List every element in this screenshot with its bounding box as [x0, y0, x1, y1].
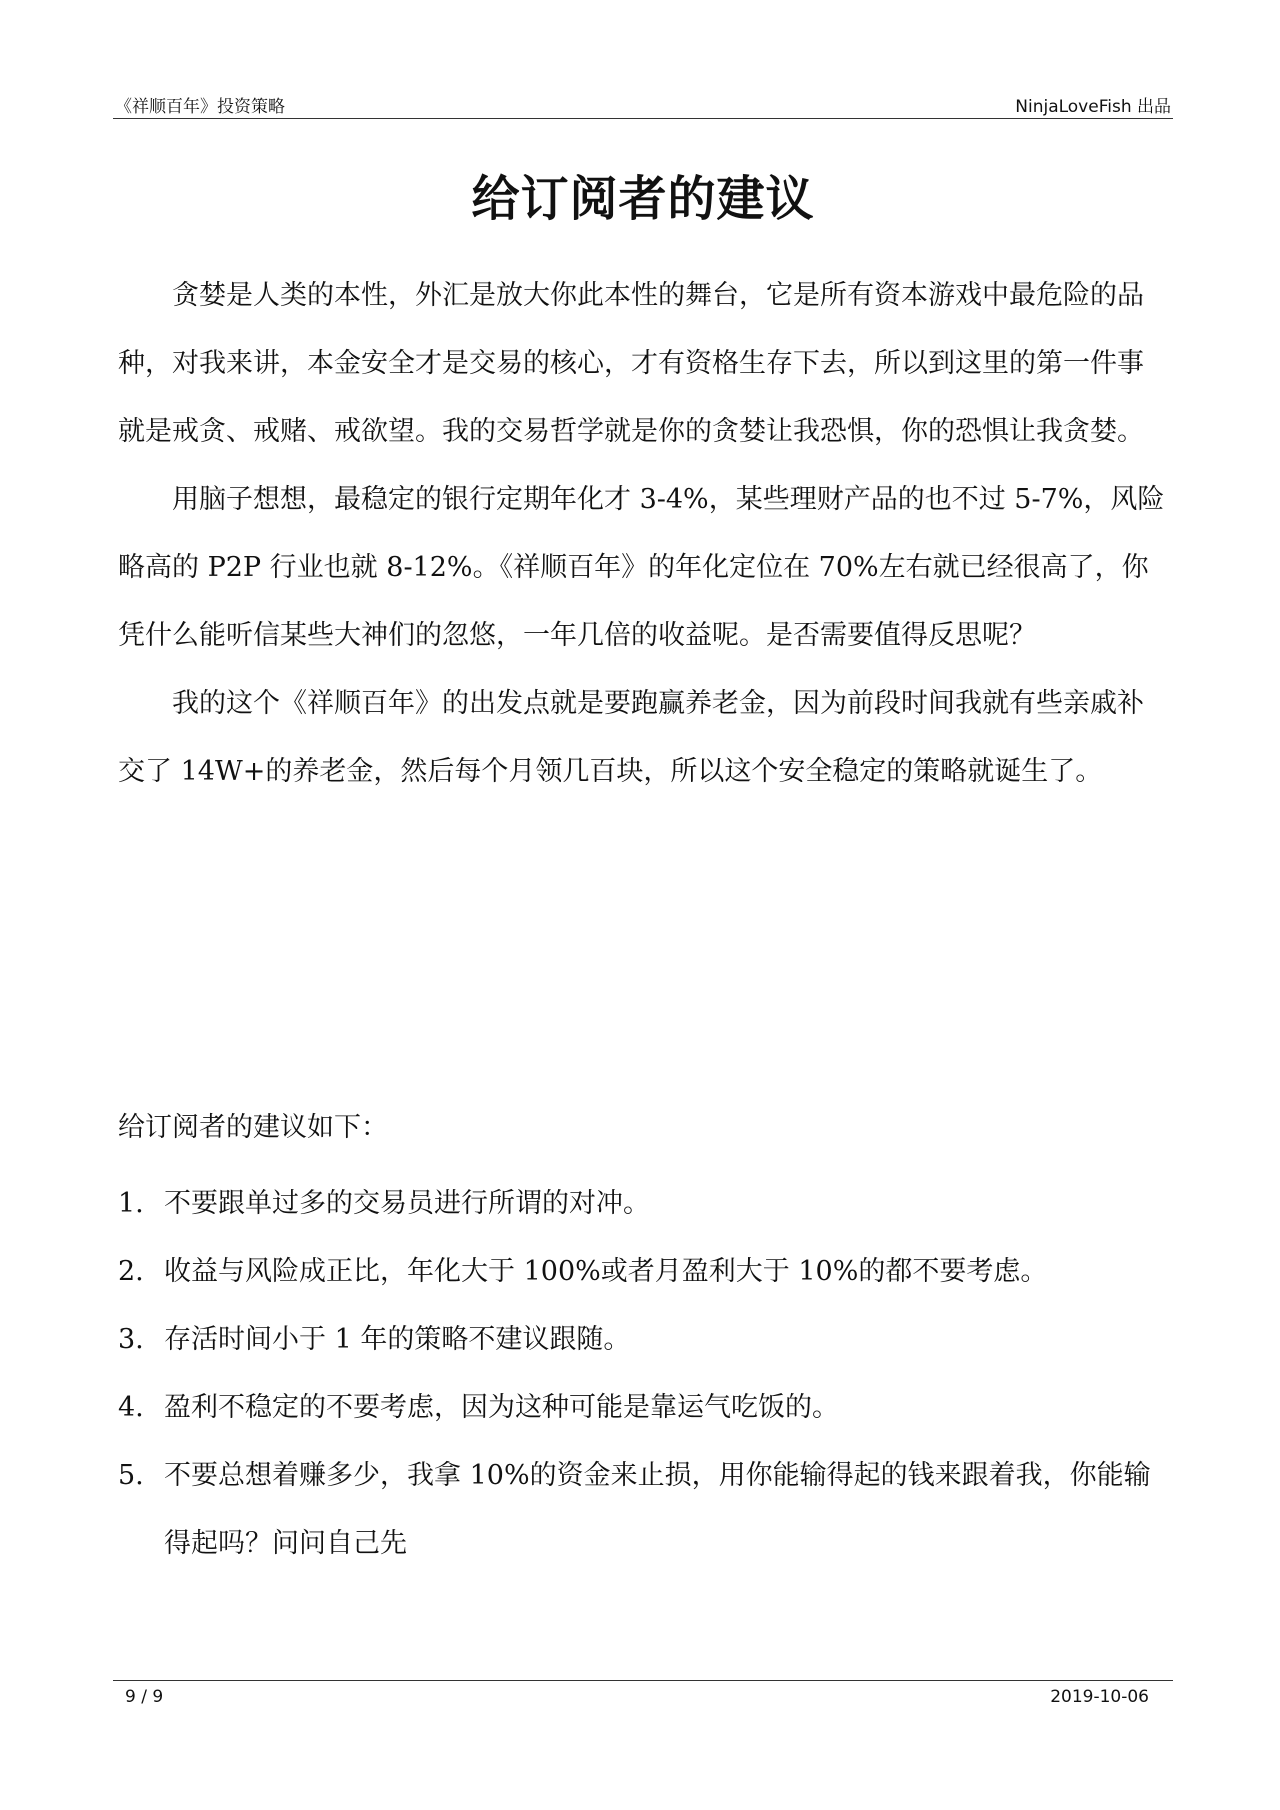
- list-item-number: 3.: [118, 1324, 144, 1355]
- list-item: [118, 1170, 1170, 1238]
- page-title: 给订阅者的建议: [471, 171, 815, 227]
- advice-lead: 给订阅者的建议如下：: [118, 1112, 388, 1143]
- list-item: [118, 1238, 1170, 1306]
- header-doc-name: 《祥顺百年》投资策略: [115, 97, 285, 117]
- list-item-text: 不要跟单过多的交易员进行所谓的对冲。: [164, 1188, 650, 1219]
- advice-list: [118, 1170, 1170, 1578]
- header-publisher: NinjaLoveFish 出品: [1015, 97, 1171, 117]
- footer-date: 2019-10-06: [1050, 1687, 1149, 1707]
- list-item-text: 存活时间小于 1 年的策略不建议跟随。: [164, 1324, 631, 1355]
- paragraph-3: 我的这个《祥顺百年》的出发点就是要跑赢养老金，因为前段时间我就有些亲戚补交了 14W+的养老金，然后每个月领几百块，所以这个安全稳定的策略就诞生了。: [118, 688, 1144, 787]
- list-item: [118, 1374, 1170, 1442]
- list-item-text: 不要总想着赚多少，我拿 10%的资金来止损，用你能输得起的钱来跟着我，你能输得起吗？问问自己先: [164, 1460, 1151, 1559]
- paragraph-1: 贪婪是人类的本性，外汇是放大你此本性的舞台，它是所有资本游戏中最危险的品种，对我来讲，本金安全才是交易的核心，才有资格生存下去，所以到这里的第一件事就是戒贪、戒赌、戒欲望。我的交易哲学就是你的贪婪让我恐惧，你的恐惧让我贪婪。: [118, 280, 1144, 447]
- list-item: [118, 1306, 1170, 1374]
- page-header: [113, 88, 1173, 119]
- body-text: [118, 262, 1170, 806]
- page-footer: [113, 1680, 1173, 1711]
- page-number: 9 / 9: [125, 1687, 164, 1707]
- paragraph-2: 用脑子想想，最稳定的银行定期年化才 3-4%，某些理财产品的也不过 5-7%，风险略高的 P2P 行业也就 8-12%。《祥顺百年》的年化定位在 70%左右就已经很高了，你凭什么能听信某些大神们的忽悠，一年几倍的收益呢。是否需要值得反思呢？: [118, 484, 1165, 651]
- list-item-text: 收益与风险成正比，年化大于 100%或者月盈利大于 10%的都不要考虑。: [164, 1256, 1048, 1287]
- list-item-number: 4.: [118, 1392, 144, 1423]
- list-item: [118, 1442, 1170, 1578]
- list-item-number: 5.: [118, 1460, 144, 1491]
- list-item-number: 2.: [118, 1256, 144, 1287]
- list-item-text: 盈利不稳定的不要考虑，因为这种可能是靠运气吃饭的。: [164, 1392, 839, 1423]
- list-item-number: 1.: [118, 1188, 144, 1219]
